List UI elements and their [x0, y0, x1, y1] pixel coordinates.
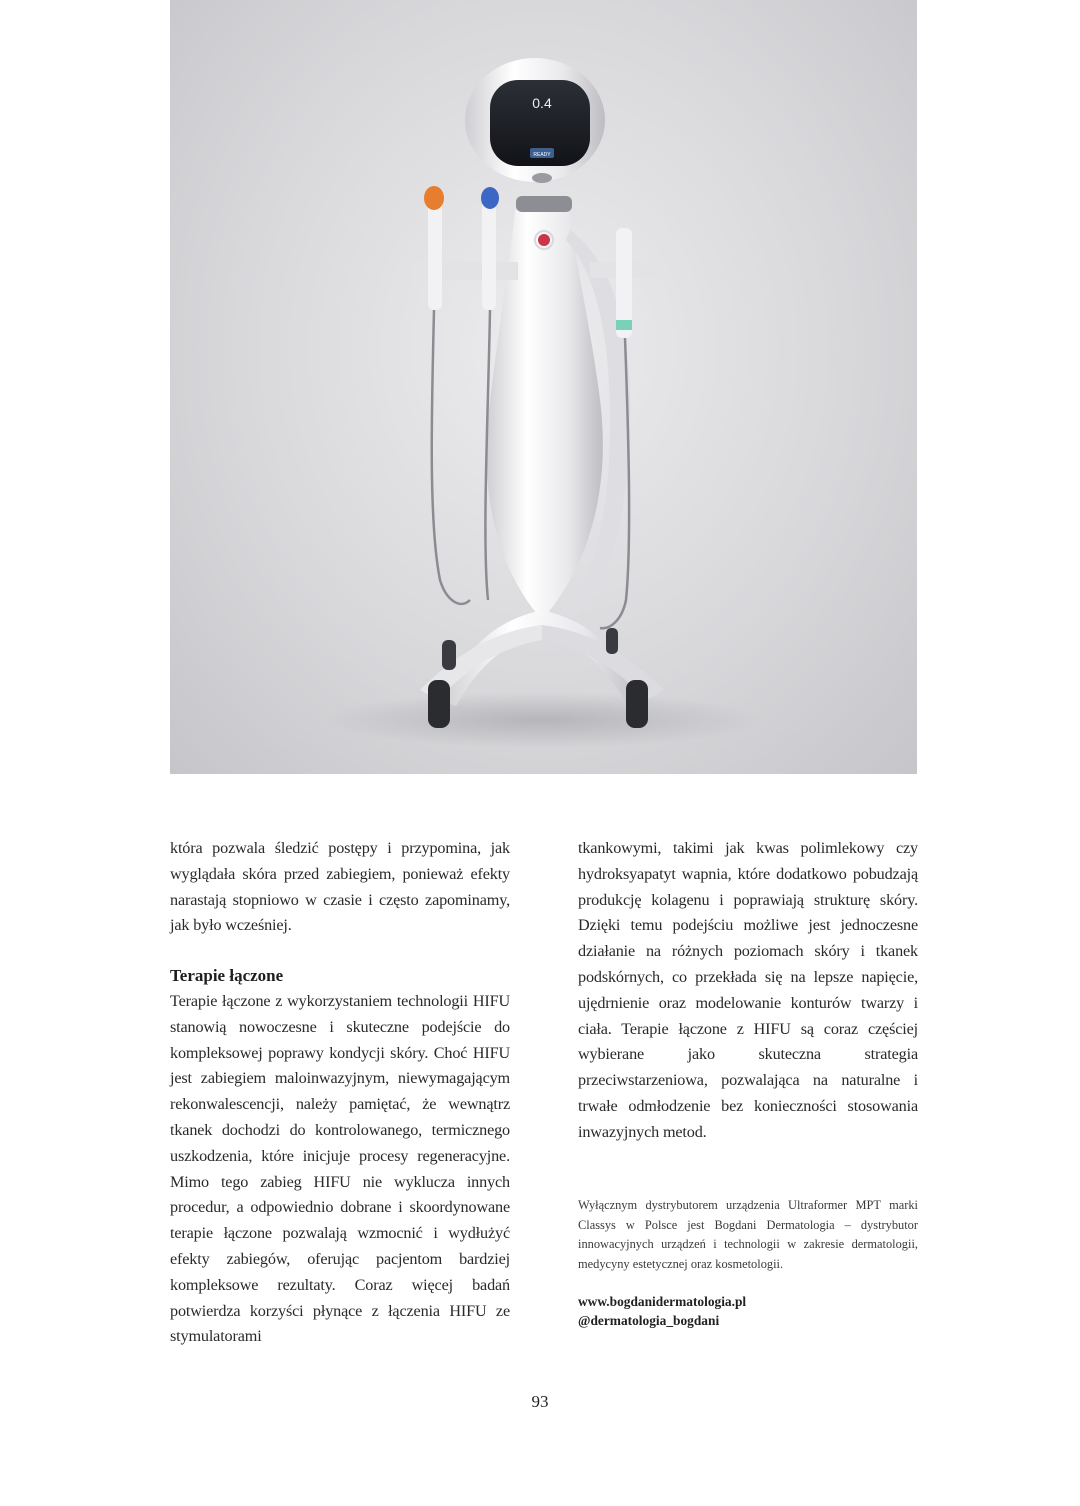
- body-paragraph-right: tkankowymi, takimi jak kwas polimlekowy czy hydroksyapatyt wapnia, które dodatkowo pobudzają produkcję kolagenu i poprawiają strukturę skóry. Dzięki temu podejściu możliwe jest jednoczesne działanie na różnych poziomach skóry i tkanek podskórnych, co przekłada się na lepsze napięcie, ujędrnienie oraz modelowanie konturów twarzy i ciała. Terapie łączone z HIFU są coraz częściej wybierane jako skuteczna strategia przeciwstarzeniowa, pozwalająca na naturalne i trwałe odmłodzenie bez konieczności stosowania inwazyjnych metod.: [578, 839, 918, 1141]
- instagram-handle[interactable]: @dermatologia_bogdani: [578, 1313, 720, 1328]
- ultraformer-device-illustration: [170, 0, 917, 774]
- article-column-left: [170, 836, 510, 1350]
- body-paragraph-left: Terapie łączone z wykorzystaniem technologii HIFU stanowią nowoczesne i skuteczne podejście do kompleksowej poprawy kondycji skóry. Choć HIFU jest zabiegiem maloinwazyjnym, niewymagającym rekonwalescencji, należy pamiętać, że wewnątrz tkanek dochodzi do kontrolowanego, termicznego uszkodzenia, które inicjuje procesy regeneracyjne. Mimo tego zabieg HIFU nie wyklucza innych procedur, a odpowiednio dobrane i skoordynowane terapie łączone pozwalają wzmocnić i wydłużyć efekty zabiegów, oferując pacjentom bardziej kompleksowe rezultaty. Coraz więcej badań potwierdza korzyści płynące z łączenia HIFU ze stymulatorami: [170, 991, 510, 1346]
- page-number: 93: [531, 1392, 549, 1411]
- handpiece-orange-tip: [424, 186, 444, 210]
- distributor-note: Wyłącznym dystrybutorem urządzenia Ultraformer MPT marki Classys w Polsce jest Bogdani Dermatologia – dystrybutor innowacyjnych urządzeń i technologii w zakresie dermatologii, medycyny estetycznej oraz kosmetologii.: [578, 1198, 918, 1271]
- device-photo: [170, 0, 917, 774]
- device-screen-value: 0.4: [532, 95, 552, 111]
- article-column-right: [578, 836, 918, 1146]
- section-heading: Terapie łączone: [170, 966, 284, 986]
- website-link[interactable]: www.bogdanidermatologia.pl: [578, 1294, 747, 1309]
- wheel-front-right: [626, 680, 648, 728]
- contact-links: [578, 1292, 918, 1330]
- handpiece-blue-tip: [481, 187, 499, 209]
- wheel-front-left: [428, 680, 450, 728]
- intro-paragraph: która pozwala śledzić postępy i przypomina, jak wyglądała skóra przed zabiegiem, ponieważ efekty narastają stopniowo w czasie i często zapominamy, jak było wcześniej.: [170, 839, 510, 935]
- device-screen-status: READY: [533, 152, 551, 158]
